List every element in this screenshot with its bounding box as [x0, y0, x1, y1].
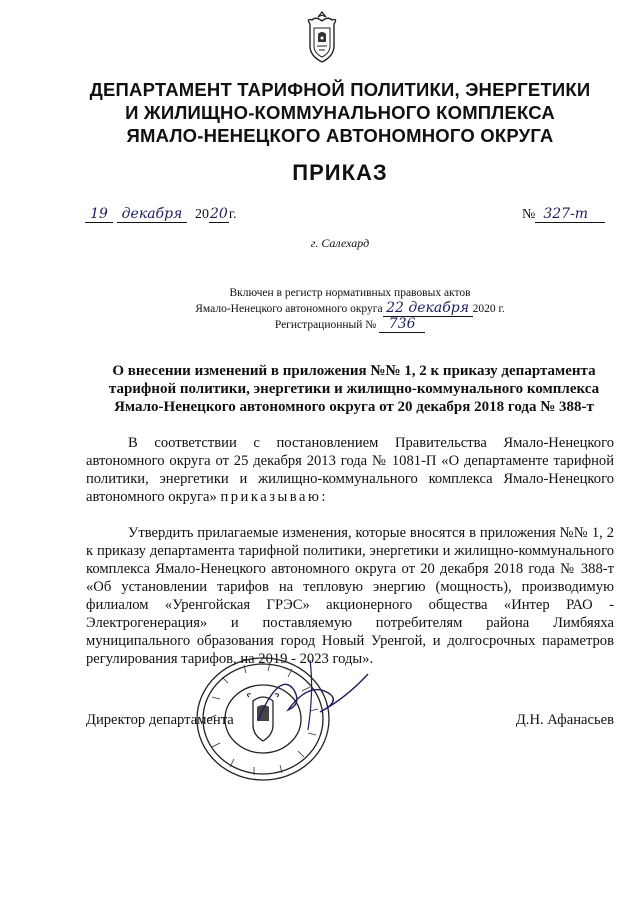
registry-line-1: Включен в регистр нормативных правовых актов — [229, 287, 471, 299]
department-header — [60, 78, 620, 147]
body-paragraph-1 — [86, 434, 614, 506]
department-line-3: ЯМАЛО-НЕНЕЦКОГО АВТОНОМНОГО ОКРУГА — [126, 125, 554, 146]
document-type-title: ПРИКАЗ — [292, 160, 388, 185]
date-month: декабря — [117, 206, 187, 223]
body-paragraph-2: Утвердить прилагаемые изменения, которые вносятся в приложения №№ 1, 2 к приказу департамента тарифной политики, энергетики и жилищно-коммунального комплекса Ямало-Ненецкого автономного округа от 20 декабря 2018 года № 388-т «Об установлении тарифов на тепловую энергию (мощность), производимую филиалом «Уренгойская ГРЭС» акционерного общества «Интер РАО - Электрогенерация» и поставляемую потребителям района Лимбяяха муниципального образования город Новый Уренгой, и долгосрочных параметров регулирования тарифов, на 2019 - 2023 годы». — [86, 525, 614, 667]
registry-date-value: 22 декабря — [383, 301, 473, 317]
paragraph-1-text: В соответствии с постановлением Правительства Ямало-Ненецкого автономного округа от 25 декабря 2013 года № 1081-П «О департаменте тарифной политики, энергетики и жилищно-коммунального комплекса Ямало-Ненецкого автономного округа» — [86, 435, 614, 505]
handwritten-signature-icon — [250, 650, 380, 740]
signer-position: Директор департамента — [86, 712, 234, 728]
coat-of-arms-icon — [300, 8, 344, 68]
order-date — [85, 206, 237, 223]
registry-line-3 — [160, 317, 540, 333]
department-line-1: ДЕПАРТАМЕНТ ТАРИФНОЙ ПОЛИТИКИ, ЭНЕРГЕТИКИ — [89, 79, 591, 100]
order-subject: О внесении изменений в приложения №№ 1, 2 к приказу департамента тарифной политики, энергетики и жилищно-коммунального комплекса Ямало-Ненецкого автономного округа от 20 декабря 2018 года № 388-т — [108, 363, 600, 415]
date-year-suffix: 20 — [210, 206, 228, 222]
paragraph-1-order-word: приказываю: — [220, 489, 328, 505]
registry-line-2 — [160, 301, 540, 317]
number-prefix: № — [522, 207, 536, 222]
order-number — [522, 206, 605, 223]
registry-block — [160, 286, 540, 333]
department-line-2: И ЖИЛИЩНО-КОММУНАЛЬНОГО КОМПЛЕКСА — [125, 102, 555, 123]
registry-line-2-suffix: 2020 г. — [472, 303, 505, 315]
registry-line-2-prefix: Ямало-Ненецкого автономного округа — [195, 303, 383, 315]
date-day: 19 — [85, 206, 113, 223]
signer-name: Д.Н. Афанасьев — [515, 712, 614, 728]
city-label: г. Салехард — [310, 236, 370, 250]
registry-line-3-prefix: Регистрационный № — [274, 319, 377, 331]
registry-number-value: 736 — [379, 317, 425, 333]
date-year-unit: г. — [228, 207, 237, 222]
date-year-prefix: 20 — [195, 207, 209, 222]
number-value: 327-т — [535, 206, 605, 223]
